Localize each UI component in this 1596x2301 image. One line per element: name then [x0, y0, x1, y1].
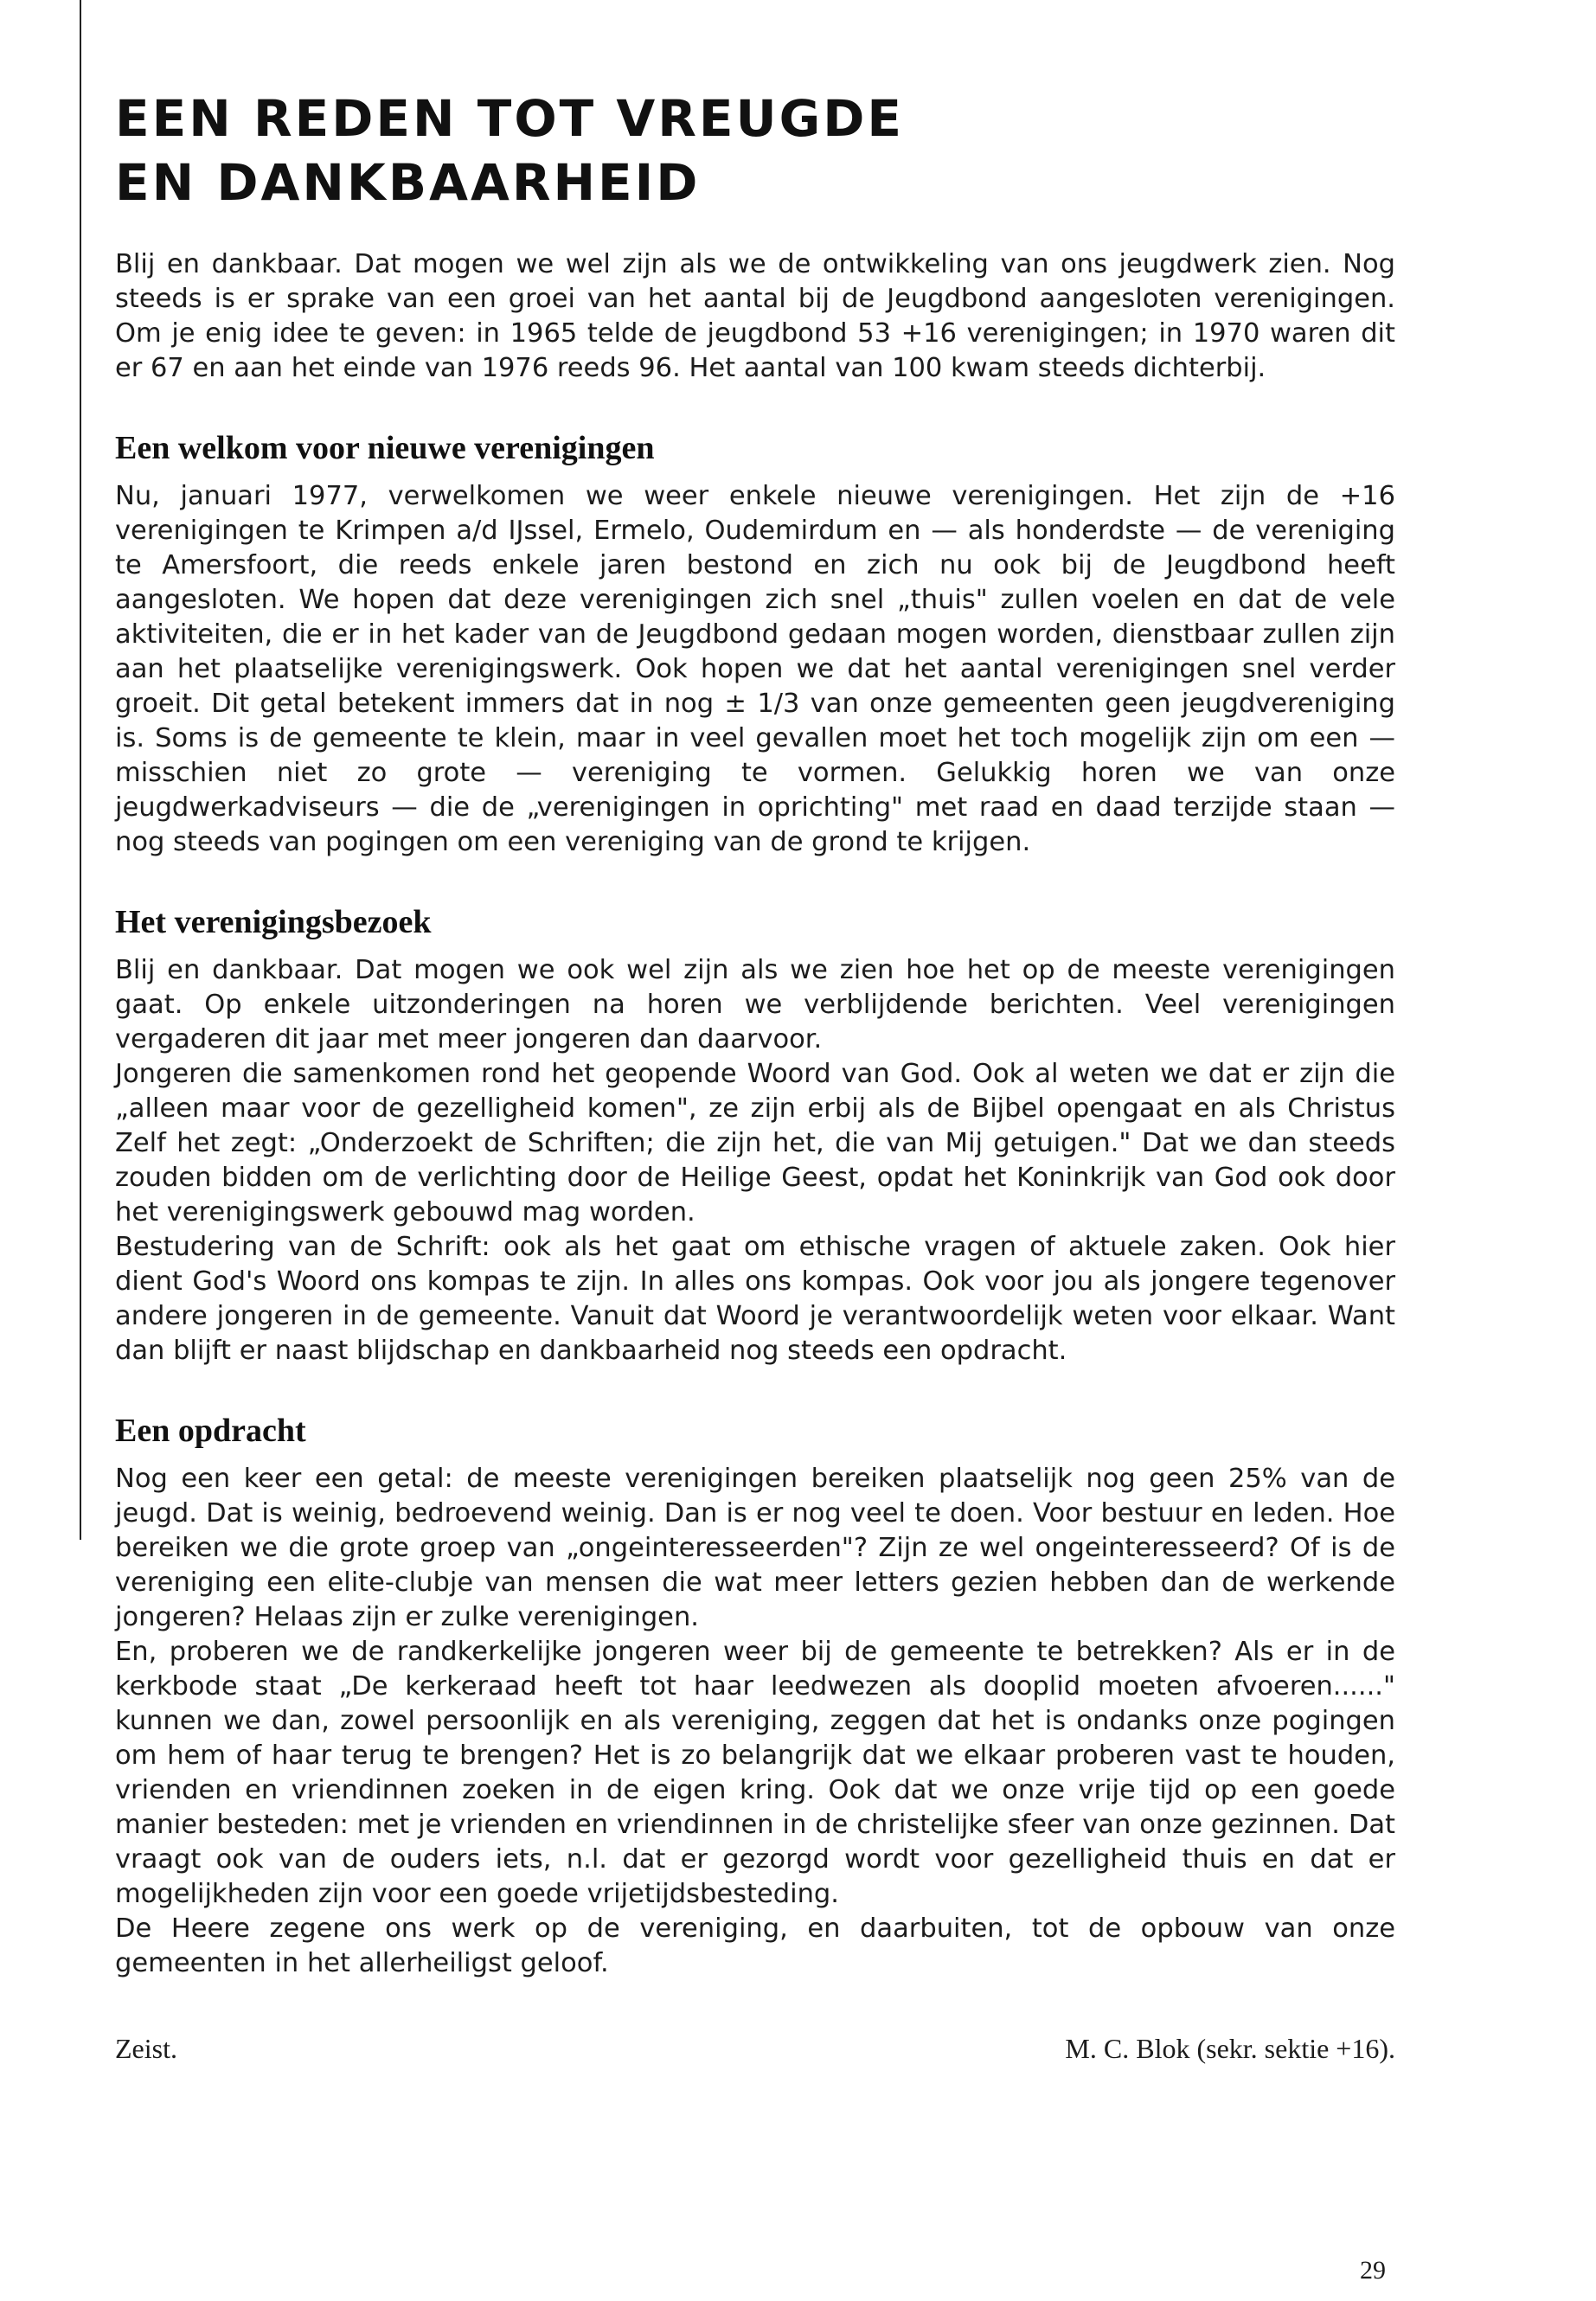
signature-author: M. C. Blok (sekr. sektie +16).	[1065, 2033, 1395, 2064]
section-bezoek-paragraph-2: Jongeren die samenkomen rond het geopende Woord van God. Ook al weten we dat er zijn die „alleen maar voor de gezelligheid komen", ze zijn erbij als de Bijbel opengaat en als Christus Zelf het zegt: „Onderzoekt de Schriften; die zijn het, die van Mij getuigen." Dat we dan steeds zouden bidden om de verlichting door de Heilige Geest, opdat het Koninkrijk van God ook door het verenigingswerk gebouwd mag worden.	[115, 1059, 1395, 1227]
section-opdracht-paragraph-3: De Heere zegene ons werk op de vereniging, en daarbuiten, tot de opbouw van onze gemeenten in het allerheiligst geloof.	[115, 1913, 1395, 1978]
section-heading-opdracht: Een opdracht	[115, 1413, 306, 1449]
article-title	[115, 87, 1395, 215]
section-heading-welkom: Een welkom voor nieuwe verenigingen	[115, 430, 655, 466]
section-welkom-paragraph: Nu, januari 1977, verwelkomen we weer enkele nieuwe verenigingen. Het zijn de +16 verenigingen te Krimpen a/d IJssel, Ermelo, Oudemirdum en — als honderdste — de vereniging te Amersfoort, die reeds enkele jaren bestond en zich nu ook bij de Jeugdbond heeft aangesloten. We hopen dat deze verenigingen zich snel „thuis" zullen voelen en dat de vele aktiviteiten, die er in het kader van de Jeugdbond gedaan mogen worden, dienstbaar zullen zijn aan het plaatselijke verenigingswerk. Ook hopen we dat het aantal verenigingen snel verder groeit. Dit getal betekent immers dat in nog ± 1/3 van onze gemeenten geen jeugdvereniging is. Soms is de gemeente te klein, maar in veel gevallen moet het toch mogelijk zijn om een — misschien niet zo grote — vereniging te vormen. Gelukkig horen we van onze jeugdwerkadviseurs — die de „verenigingen in oprichting" met raad en daad terzijde staan — nog steeds van pogingen om een vereniging van de grond te krijgen.	[115, 481, 1395, 857]
intro-paragraph: Blij en dankbaar. Dat mogen we wel zijn als we de ontwikkeling van ons jeugdwerk zien. Nog steeds is er sprake van een groei van het aantal bij de Jeugdbond aangesloten verenigingen. Om je enig idee te geven: in 1965 telde de jeugdbond 53 +16 verenigingen; in 1970 waren dit er 67 en aan het einde van 1976 reeds 96. Het aantal van 100 kwam steeds dichterbij.	[115, 249, 1395, 383]
signature-place: Zeist.	[115, 2033, 177, 2064]
page-number: 29	[1360, 2256, 1386, 2285]
section-heading-verenigingsbezoek: Het verenigingsbezoek	[115, 904, 432, 940]
section-bezoek-paragraph-3: Bestudering van de Schrift: ook als het gaat om ethische vragen of aktuele zaken. Ook hier dient God's Woord ons kompas te zijn. In alles ons kompas. Ook voor jou als jongere tegenover andere jongeren in de gemeente. Vanuit dat Woord je verantwoordelijk weten voor elkaar. Want dan blijft er naast blijdschap en dankbaarheid nog steeds een opdracht.	[115, 1232, 1395, 1366]
signature-line	[115, 2031, 1395, 2066]
section-opdracht-paragraph-1: Nog een keer een getal: de meeste verenigingen bereiken plaatselijk nog geen 25% van de jeugd. Dat is weinig, bedroevend weinig. Dan is er nog veel te doen. Voor bestuur en leden. Hoe bereiken we die grote groep van „ongeinteresseerden"? Zijn ze wel ongeinteresseerd? Of is de vereniging een elite-clubje van mensen die wat meer letters gezien hebben dan de werkende jongeren? Helaas zijn er zulke verenigingen.	[115, 1464, 1395, 1632]
document-page	[115, 87, 1395, 2066]
article-title-line-1: EEN REDEN TOT VREUGDE	[115, 89, 905, 148]
article-title-line-2: EN DANKBAARHEID	[115, 153, 701, 212]
section-opdracht-paragraph-2: En, proberen we de randkerkelijke jongeren weer bij de gemeente te betrekken? Als er in de kerkbode staat „De kerkeraad heeft tot haar leedwezen als dooplid moeten afvoeren......" kunnen we dan, zowel persoonlijk en als vereniging, zeggen dat het is ondanks onze pogingen om hem of haar terug te brengen? Het is zo belangrijk dat we elkaar proberen vast te houden, vrienden en vriendinnen zoeken in de eigen kring. Ook dat we onze vrije tijd op een goede manier besteden: met je vrienden en vriendinnen in de christelijke sfeer van onze gezinnen. Dat vraagt ook van de ouders iets, n.l. dat er gezorgd wordt voor gezelligheid thuis en dat er mogelijkheden zijn voor een goede vrijetijdsbesteding.	[115, 1637, 1395, 1909]
section-bezoek-paragraph-1: Blij en dankbaar. Dat mogen we ook wel zijn als we zien hoe het op de meeste verenigingen gaat. Op enkele uitzonderingen na horen we verblijdende berichten. Veel verenigingen vergaderen dit jaar met meer jongeren dan daarvoor.	[115, 955, 1395, 1054]
scan-edge-line	[80, 0, 81, 1540]
